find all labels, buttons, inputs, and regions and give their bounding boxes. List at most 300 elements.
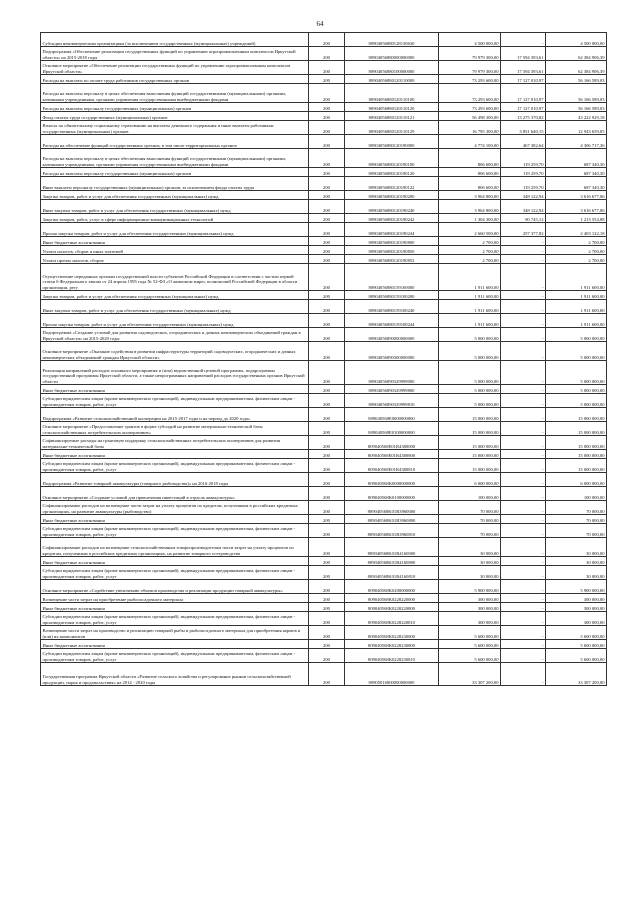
row-csr-code: 809040568K0228230800 [345,640,439,649]
row-csr-code: 809040568K01R4160800 [345,557,439,566]
row-approved-amount: 5 000 000,00 [439,394,501,408]
row-executed-amount: - [501,246,546,255]
row-kvr-code: 200 [309,422,345,436]
row-executed-amount: - [501,33,546,47]
row-name: Расходы на обеспечение функций государственных органов, в том числе территориальных органов [41,135,309,149]
row-approved-amount: 1 911 600,00 [439,300,501,314]
row-executed-amount: - [501,422,546,436]
row-approved-amount: 2 700,00 [439,246,501,255]
row-kvr-code: 200 [309,255,345,264]
row-executed-amount: - [501,487,546,501]
row-approved-amount: 16 795 300,00 [439,121,501,135]
row-executed-amount: - [501,436,546,450]
row-name: Основное мероприятие «Создание условий для привлечения инвестиций в отрасль аквакультуры» [41,487,309,501]
row-remaining-amount: 2 700,00 [546,246,607,255]
row-name: Уплата налогов, сборов и иных платежей [41,246,309,255]
row-csr-code: 809040568E01R4380810 [345,459,439,473]
row-executed-amount: - [501,473,546,487]
row-executed-amount: - [501,663,546,686]
row-name: Расходы на выплаты персоналу в целях обеспечения выполнения функций государственными (муниципальными) органами, казенными учреждениями, органами управления государственными внебюджетными фондами [41,84,309,103]
row-name: Софинансирование расходов на возмещение сельскохозяйственным товаропроизводителям части затрат на уплату процентов по кредитам, полученным в российских кредитных организациях, на развитие товарного осетроводства [41,538,309,557]
row-kvr-code: 200 [309,394,345,408]
row-name: Софинансирование расходов на возмещение части затрат на уплату процентов по кредитам, полученным в российских кредитных организациях, на развитие аквакультуры (рыбоводство) [41,501,309,515]
row-csr-code: 80904056880120110129 [345,121,439,135]
row-approved-amount: 6 000 000,00 [439,473,501,487]
row-executed-amount: 90 745,12 [501,214,546,223]
table-row [41,566,607,580]
row-csr-code: 809040568K0228220800 [345,603,439,612]
row-name: Основное мероприятие «Предоставление грантов в форме субсидий на развитие материально-технической базы сельскохозяйственных потребительских кооперативов» [41,422,309,436]
row-remaining-amount: 56 166 589,03 [546,75,607,84]
row-name: Субсидии некоммерческим организациям (за исключением государственных (муниципальных) учреждений) [41,33,309,47]
row-remaining-amount: 100 000,00 [546,487,607,501]
row-kvr-code: 200 [309,200,345,214]
row-csr-code: 80904056880159100000 [345,264,439,291]
row-name: Расходы на выплаты персоналу государственных (муниципальных) органов [41,103,309,112]
table-row [41,436,607,450]
table-row [41,223,607,237]
row-name: Реализация направлений расходов основного мероприятия и (или) ведомственной целевой программы, подпрограммы государственной программы Иркутской области, а также непрограммных направлений расходов государственных органов Иркутской области [41,361,309,385]
row-name: Субсидии юридическим лицам (кроме некоммерческих организаций), индивидуальным предпринимателям, физическим лицам - производителям товаров, работ, услуг [41,524,309,538]
row-approved-amount: 806 600,00 [439,168,501,177]
row-executed-amount: - [501,524,546,538]
row-executed-amount: 17 127 010,97 [501,103,546,112]
table-row [41,200,607,214]
row-csr-code: 809040568E0000000000 [345,408,439,422]
row-executed-amount: - [501,580,546,594]
row-approved-amount: 73 293 600,00 [439,84,501,103]
row-kvr-code: 200 [309,33,345,47]
row-executed-amount: 348 122,94 [501,200,546,214]
row-approved-amount: 4 500 000,00 [439,33,501,47]
row-name: Основное мероприятие «Обеспечение реализации государственных функций по управлению агропромышленным комплексом Иркутской области» [41,61,309,75]
row-remaining-amount: 30 000,00 [546,566,607,580]
row-csr-code: 809040568E01R4380000 [345,436,439,450]
table-row [41,580,607,594]
table-row [41,342,607,361]
row-executed-amount: - [501,603,546,612]
row-remaining-amount: 30 000,00 [546,557,607,566]
row-approved-amount: 5 600 000,00 [439,626,501,640]
row-name: Иные бюджетные ассигнования [41,603,309,612]
row-executed-amount: - [501,649,546,663]
row-csr-code: 809040568K0000000000 [345,473,439,487]
row-remaining-amount: 15 000 000,00 [546,450,607,459]
page-number: 64 [316,20,324,28]
row-csr-code: 80904056880120110000 [345,75,439,84]
row-csr-code: 80904056880159100200 [345,291,439,300]
row-csr-code: 80904056880120190120 [345,168,439,177]
table-row [41,501,607,515]
row-remaining-amount: 15 000 000,00 [546,422,607,436]
row-executed-amount: - [501,640,546,649]
row-name: Иные бюджетные ассигнования [41,557,309,566]
row-csr-code: 80904056890000000000 [345,328,439,342]
row-csr-code: 809040568K0100000000 [345,487,439,501]
row-approved-amount: 2 660 500,00 [439,223,501,237]
row-remaining-amount: 70 000,00 [546,524,607,538]
row-csr-code: 809040568K0228230000 [345,626,439,640]
row-remaining-amount: 43 222 929,18 [546,112,607,121]
row-kvr-code: 200 [309,626,345,640]
row-kvr-code: 200 [309,450,345,459]
row-name: Закупка товаров, работ, услуг в сфере информационно-коммуникационных технологий [41,214,309,223]
row-approved-amount: 79 979 300,00 [439,47,501,61]
row-name: Закупка товаров, работ и услуг для обеспечения государственных (муниципальных) нужд [41,291,309,300]
row-remaining-amount: 12 943 659,85 [546,121,607,135]
row-kvr-code: 200 [309,580,345,594]
row-name: Осуществление переданных органам государственной власти субъектов Российской Федерации в соответствии с частью первой статьи 6 Федерального закона от 24 апреля 1995 года № 52-ФЗ «О животном мире» полномочий Российской Федерации в области организации, регу [41,264,309,291]
row-name: Прочая закупка товаров, работ и услуг для обеспечения государственных (муниципальных) нужд [41,314,309,328]
row-name: Подпрограмма «Создание условий для развития садоводческих, огороднических и дачных некоммерческих объединений граждан в Иркутской области» на 2015-2020 годы [41,328,309,342]
row-kvr-code: 200 [309,594,345,603]
row-kvr-code: 200 [309,640,345,649]
table-row [41,300,607,314]
row-approved-amount: 15 000 000,00 [439,436,501,450]
table-row [41,328,607,342]
row-kvr-code: 200 [309,436,345,450]
row-name: Иные закупки товаров, работ и услуг для обеспечения государственных (муниципальных) нужд [41,300,309,314]
row-kvr-code: 200 [309,501,345,515]
row-executed-amount: - [501,594,546,603]
row-remaining-amount: 1 213 554,88 [546,214,607,223]
row-name: Подпрограмма «Развитие сельскохозяйственной кооперации на 2015-2017 годы и на период до 2020 года» [41,408,309,422]
row-remaining-amount: 2 403 122,18 [546,223,607,237]
table-row [41,473,607,487]
row-csr-code: 809040568K0228230810 [345,649,439,663]
row-executed-amount: - [501,300,546,314]
row-remaining-amount: 687 340,30 [546,149,607,168]
table-row [41,361,607,385]
table-row [41,594,607,603]
row-remaining-amount: 3 616 677,06 [546,200,607,214]
row-name: Софинансируемые расходы на грантовую поддержку сельскохозяйственных потребительских кооперативов для развития материально-технической базы [41,436,309,450]
row-approved-amount: 5 600 000,00 [439,649,501,663]
row-csr-code: 80904056880120190800 [345,237,439,246]
table-row [41,459,607,473]
row-remaining-amount: 5 600 000,00 [546,649,607,663]
row-kvr-code: 200 [309,663,345,686]
row-remaining-amount: 5 000 000,00 [546,328,607,342]
row-approved-amount: 806 600,00 [439,149,501,168]
row-executed-amount: 17 594 393,61 [501,47,546,61]
row-executed-amount: - [501,450,546,459]
row-executed-amount: - [501,501,546,515]
row-executed-amount: 119 259,70 [501,168,546,177]
row-name: Прочая закупка товаров, работ и услуг для обеспечения государственных (муниципальных) нужд [41,223,309,237]
row-remaining-amount: 3 616 677,06 [546,191,607,200]
row-executed-amount: - [501,515,546,524]
table-row [41,450,607,459]
row-approved-amount: 30 000,00 [439,566,501,580]
table-row [41,385,607,394]
row-approved-amount: 1 911 600,00 [439,314,501,328]
row-remaining-amount: 1 911 600,00 [546,300,607,314]
table-row [41,264,607,291]
row-executed-amount: - [501,385,546,394]
row-approved-amount: 56 498 300,00 [439,112,501,121]
row-remaining-amount: 4 500 000,00 [546,33,607,47]
row-kvr-code: 200 [309,459,345,473]
row-approved-amount: 70 000,00 [439,501,501,515]
row-executed-amount: - [501,255,546,264]
row-approved-amount: 3 964 800,00 [439,200,501,214]
row-kvr-code: 200 [309,300,345,314]
row-csr-code: 80904056880120110120 [345,103,439,112]
row-executed-amount: - [501,314,546,328]
row-csr-code: 80904056890329999000 [345,361,439,385]
table-row [41,61,607,75]
table-row [41,255,607,264]
row-csr-code: 80904056880000000000 [345,47,439,61]
row-csr-code: 80904056890329999810 [345,394,439,408]
row-executed-amount: 348 122,94 [501,191,546,200]
row-csr-code: 809040568K01R3960000 [345,501,439,515]
row-name: Иные бюджетные ассигнования [41,237,309,246]
row-remaining-amount: 5 600 000,00 [546,626,607,640]
row-csr-code: 80904056880120190100 [345,149,439,168]
row-remaining-amount: 300 000,00 [546,612,607,626]
row-csr-code: 80904056880120190240 [345,200,439,214]
row-executed-amount: - [501,342,546,361]
row-name: Основное мероприятие «Содействие увеличению объемов производства и реализации продукции товарной аквакультуры» [41,580,309,594]
row-executed-amount: - [501,361,546,385]
row-name: Субсидии юридическим лицам (кроме некоммерческих организаций), индивидуальным предпринимателям, физическим лицам - производителям товаров, работ, услуг [41,649,309,663]
row-approved-amount: 5 000 000,00 [439,385,501,394]
row-name: Расходы на выплаты персоналу в целях обеспечения выполнения функций государственными (муниципальными) органами, казенными учреждениями, органами управления государственными внебюджетными фондами [41,149,309,168]
row-name: Возмещение части затрат на приобретение рыбопосадочного материала [41,594,309,603]
row-kvr-code: 200 [309,75,345,84]
row-approved-amount: 15 000 000,00 [439,459,501,473]
table-row [41,626,607,640]
row-kvr-code: 200 [309,557,345,566]
row-executed-amount: 257 377,82 [501,223,546,237]
row-csr-code: 80904056880159100240 [345,300,439,314]
row-kvr-code: 200 [309,361,345,385]
row-approved-amount: 5 000 000,00 [439,328,501,342]
table-row [41,524,607,538]
row-name: Уплата прочих налогов, сборов [41,255,309,264]
row-remaining-amount: 2 700,00 [546,237,607,246]
row-approved-amount: 15 000 000,00 [439,450,501,459]
row-kvr-code: 200 [309,84,345,103]
row-approved-amount: 70 000,00 [439,524,501,538]
table-row [41,663,607,686]
row-executed-amount: - [501,237,546,246]
table-row [41,177,607,191]
row-remaining-amount: 70 000,00 [546,501,607,515]
row-executed-amount: 17 127 010,97 [501,84,546,103]
row-kvr-code: 200 [309,264,345,291]
row-approved-amount: 30 000,00 [439,557,501,566]
row-executed-amount: - [501,566,546,580]
row-csr-code: 80904056880120190244 [345,223,439,237]
row-name: Основное мероприятие «Оказание содействия в развитии инфраструктуры территорий садоводческих, огороднических и дачных некоммерческих объединений граждан Иркутской области» [41,342,309,361]
row-name: Подпрограмма «Обеспечение реализации государственных функций по управлению агропромышленным комплексом Иркутской области» на 2015-2018 годы [41,47,309,61]
row-kvr-code: 200 [309,566,345,580]
row-csr-code: 809040568E01R4380800 [345,450,439,459]
row-csr-code: 80904056880120190242 [345,214,439,223]
row-kvr-code: 200 [309,168,345,177]
row-approved-amount: 300 000,00 [439,612,501,626]
row-approved-amount: 15 000 000,00 [439,408,501,422]
row-approved-amount: 5 900 000,00 [439,580,501,594]
row-csr-code: 809040568K0228220810 [345,612,439,626]
row-csr-code: 80904056880120190850 [345,246,439,255]
table-row [41,557,607,566]
row-executed-amount: - [501,328,546,342]
row-approved-amount: 300 000,00 [439,603,501,612]
row-kvr-code: 200 [309,538,345,557]
table-row [41,515,607,524]
row-approved-amount: 3 964 800,00 [439,191,501,200]
row-csr-code: 80904056880120190200 [345,191,439,200]
table-row [41,603,607,612]
row-remaining-amount: 62 384 906,39 [546,61,607,75]
row-remaining-amount: 5 900 000,00 [546,580,607,594]
row-remaining-amount: 5 600 000,00 [546,640,607,649]
row-name: Иные выплаты персоналу государственных (муниципальных) органов, за исключением фонда оплаты труда [41,177,309,191]
row-executed-amount: 3 851 640,15 [501,121,546,135]
row-csr-code: 80904056880120110100 [345,84,439,103]
table-row [41,214,607,223]
table-row [41,168,607,177]
table-row [41,191,607,200]
row-approved-amount: 70 000,00 [439,515,501,524]
row-name: Субсидии юридическим лицам (кроме некоммерческих организаций), индивидуальным предпринимателям, физическим лицам - производителям товаров, работ, услуг [41,612,309,626]
table-row [41,394,607,408]
row-kvr-code: 200 [309,61,345,75]
table-row [41,103,607,112]
row-kvr-code: 200 [309,342,345,361]
row-remaining-amount: 687 340,30 [546,177,607,191]
row-csr-code: 80904056880100000000 [345,61,439,75]
row-name: Возмещение части затрат на производство и реализацию товарной рыбы и рыбопосадочного материала для приобретения кормов и (или) их компонентов [41,626,309,640]
table-row [41,149,607,168]
row-kvr-code: 200 [309,515,345,524]
row-remaining-amount: 5 000 000,00 [546,361,607,385]
table-row [41,487,607,501]
row-executed-amount: - [501,612,546,626]
row-remaining-amount: 15 000 000,00 [546,436,607,450]
row-name: Субсидии юридическим лицам (кроме некоммерческих организаций), индивидуальным предпринимателям, физическим лицам - производителям товаров, работ, услуг [41,566,309,580]
row-name: Иные закупки товаров, работ и услуг для обеспечения государственных (муниципальных) нужд [41,200,309,214]
row-remaining-amount: 1 911 600,00 [546,291,607,300]
row-approved-amount: 33 307 200,00 [439,663,501,686]
row-kvr-code: 200 [309,223,345,237]
table-row [41,121,607,135]
table-row [41,408,607,422]
row-csr-code: 809040568K01R4160810 [345,566,439,580]
row-approved-amount: 79 979 300,00 [439,61,501,75]
row-approved-amount: 73 293 600,00 [439,103,501,112]
row-csr-code: 80904056880120110121 [345,112,439,121]
row-approved-amount: 2 700,00 [439,237,501,246]
row-remaining-amount: 4 306 717,36 [546,135,607,149]
table-row [41,246,607,255]
row-name: Иные бюджетные ассигнования [41,385,309,394]
row-kvr-code: 200 [309,524,345,538]
row-remaining-amount: 70 000,00 [546,515,607,524]
row-remaining-amount: 15 000 000,00 [546,459,607,473]
row-csr-code: 809040568K01R4160000 [345,538,439,557]
row-executed-amount: - [501,538,546,557]
row-remaining-amount: 33 307 200,00 [546,663,607,686]
row-approved-amount: 300 000,00 [439,594,501,603]
row-kvr-code: 200 [309,314,345,328]
row-csr-code: 80904056890329999800 [345,385,439,394]
row-name: Субсидии юридическим лицам (кроме некоммерческих организаций), индивидуальным предпринимателям, физическим лицам - производителям товаров, работ, услуг [41,394,309,408]
row-approved-amount: 1 304 300,00 [439,214,501,223]
row-name: Подпрограмма «Развитие товарной аквакультуры (товарного рыбоводства)» на 2016-2018 годы [41,473,309,487]
row-approved-amount: 806 600,00 [439,177,501,191]
table-row [41,649,607,663]
row-executed-amount: - [501,291,546,300]
row-approved-amount: 5 000 000,00 [439,342,501,361]
row-csr-code: 80904056880128130630 [345,33,439,47]
table-row [41,33,607,47]
row-csr-code: 80904056880120190852 [345,255,439,264]
row-remaining-amount: 30 000,00 [546,538,607,557]
table-row [41,135,607,149]
row-remaining-amount: 2 700,00 [546,255,607,264]
row-executed-amount: 119 259,70 [501,177,546,191]
table-row [41,314,607,328]
row-csr-code: 80904056880120190000 [345,135,439,149]
row-approved-amount: 5 600 000,00 [439,640,501,649]
table-row [41,422,607,436]
table-row [41,612,607,626]
row-csr-code: 809040568E0100000000 [345,422,439,436]
table-row [41,75,607,84]
row-remaining-amount: 56 166 589,03 [546,84,607,103]
row-name: Иные бюджетные ассигнования [41,450,309,459]
row-remaining-amount: 300 000,00 [546,594,607,603]
row-csr-code: 809040568K0200000000 [345,580,439,594]
row-kvr-code: 200 [309,487,345,501]
row-csr-code: 80904056880159100244 [345,314,439,328]
row-name: Иные бюджетные ассигнования [41,640,309,649]
row-name: Взносы по обязательному социальному страхованию на выплаты денежного содержания и иные выплаты работникам государственных (муниципальных) органов [41,121,309,135]
row-kvr-code: 200 [309,121,345,135]
row-approved-amount: 1 911 600,00 [439,291,501,300]
row-kvr-code: 200 [309,103,345,112]
row-remaining-amount: 62 384 906,39 [546,47,607,61]
row-remaining-amount: 300 000,00 [546,603,607,612]
table-row [41,112,607,121]
row-remaining-amount: 1 911 600,00 [546,264,607,291]
row-executed-amount: - [501,394,546,408]
row-approved-amount: 4 774 100,00 [439,135,501,149]
row-kvr-code: 200 [309,291,345,300]
row-approved-amount: 1 911 600,00 [439,264,501,291]
row-kvr-code: 200 [309,135,345,149]
table-row [41,84,607,103]
row-kvr-code: 200 [309,191,345,200]
row-csr-code: 80905016800000000000 [345,663,439,686]
row-kvr-code: 200 [309,47,345,61]
row-kvr-code: 200 [309,408,345,422]
row-executed-amount: - [501,626,546,640]
row-name: Закупка товаров, работ и услуг для обеспечения государственных (муниципальных) нужд [41,191,309,200]
table-row [41,47,607,61]
row-remaining-amount: 5 000 000,00 [546,342,607,361]
row-name: Расходы на выплаты по оплате труда работников государственных органов [41,75,309,84]
budget-execution-table [40,32,607,686]
row-approved-amount: 73 293 600,00 [439,75,501,84]
row-executed-amount: 17 127 010,97 [501,75,546,84]
row-name: Фонд оплаты труда государственных (муниципальных) органов [41,112,309,121]
